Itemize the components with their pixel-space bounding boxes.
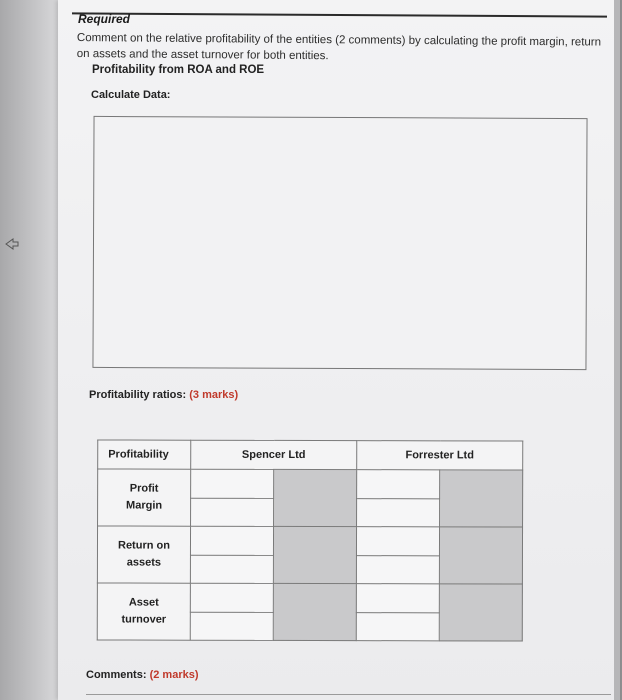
calculate-data-label: Calculate Data:: [91, 89, 171, 101]
row-label-line2: assets: [126, 556, 162, 569]
profitability-ratios-label: [89, 389, 238, 401]
forrester-profit-margin-result: [440, 470, 523, 527]
comments-box-top-edge[interactable]: [86, 694, 611, 695]
forrester-roa-result: [439, 527, 522, 584]
forrester-profit-margin-input-2[interactable]: [357, 498, 440, 527]
spencer-asset-turnover-result: [273, 583, 356, 640]
required-instructions: Comment on the relative profitability of the entities (2 comments) by calculating the profit margin, return on assets and the asset turnover for both entities.: [76, 31, 602, 63]
cursor-icon: [4, 236, 20, 252]
forrester-roa-input-1[interactable]: [356, 527, 439, 556]
spencer-profit-margin-input-2[interactable]: [191, 498, 274, 527]
spencer-profit-margin-result: [274, 469, 357, 526]
header-spencer-ltd: Spencer Ltd: [191, 440, 357, 469]
table-header-row: [98, 440, 523, 470]
spencer-roa-input-2[interactable]: [190, 555, 273, 584]
forrester-asset-turnover-result: [439, 584, 522, 641]
comments-label-text: Comments:: [86, 669, 147, 681]
row-label-asset-turnover: [97, 583, 190, 640]
spencer-roa-result: [273, 526, 356, 583]
forrester-asset-turnover-input-2[interactable]: [356, 612, 439, 641]
row-label-profit-margin: [98, 469, 191, 526]
table-row-return-on-assets: [97, 526, 522, 556]
row-label-line1: Profit: [129, 482, 159, 495]
comments-marks: (2 marks): [149, 669, 199, 681]
table-row-asset-turnover: [97, 583, 522, 613]
required-heading: Required: [78, 12, 131, 26]
row-label-line1: Asset: [128, 596, 159, 609]
row-label-return-on-assets: [97, 526, 190, 583]
comments-label: [86, 669, 199, 681]
row-label-line1: Return on: [117, 539, 170, 552]
spencer-asset-turnover-input-2[interactable]: [190, 612, 273, 641]
spencer-asset-turnover-input-1[interactable]: [190, 583, 273, 612]
row-label-line2: Margin: [126, 499, 163, 512]
forrester-profit-margin-input-1[interactable]: [357, 470, 440, 499]
row-label-line2: turnover: [121, 613, 167, 626]
ratios-marks: (3 marks): [189, 389, 239, 401]
subheading: Profitability from ROA and ROE: [92, 64, 265, 76]
spencer-profit-margin-input-1[interactable]: [191, 469, 274, 498]
header-forrester-ltd: Forrester Ltd: [357, 441, 523, 470]
profitability-table: [97, 439, 524, 641]
forrester-asset-turnover-input-1[interactable]: [356, 584, 439, 613]
ratios-label-text: Profitability ratios:: [89, 389, 187, 401]
table-row-profit-margin: [98, 469, 523, 499]
calculate-data-box[interactable]: [92, 116, 587, 370]
forrester-roa-input-2[interactable]: [356, 555, 439, 584]
spencer-roa-input-1[interactable]: [190, 526, 273, 555]
page-edge: [614, 0, 620, 700]
header-profitability: Profitability: [98, 440, 191, 469]
